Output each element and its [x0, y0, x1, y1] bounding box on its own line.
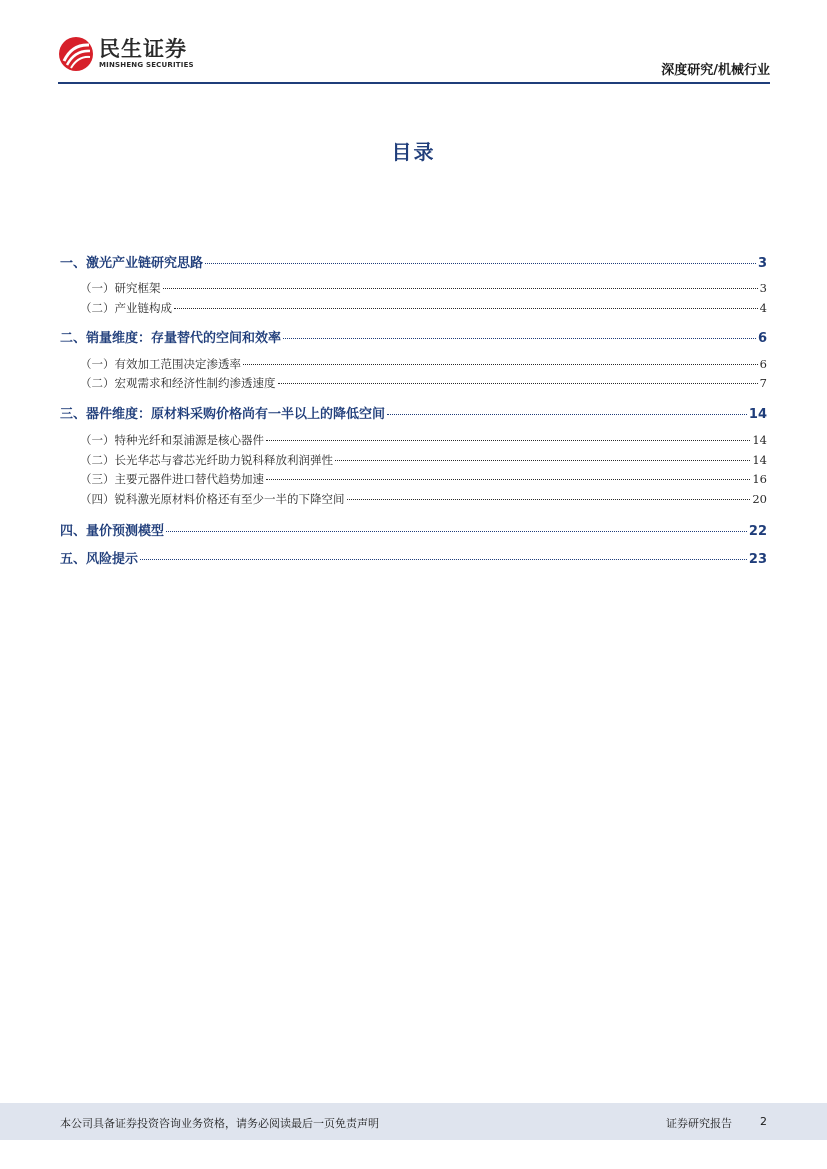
toc-entry[interactable] — [60, 491, 767, 507]
toc-entry[interactable] — [60, 327, 767, 346]
toc-entry-label: （一）特种光纤和泵浦源是核心器件 — [80, 433, 264, 447]
toc-entry-label: 四、量价预测模型 — [60, 524, 165, 539]
toc-leader-dots — [387, 414, 747, 415]
toc-entry-page: 20 — [752, 492, 767, 506]
toc-leader-dots — [243, 364, 758, 365]
toc-leader-dots — [283, 338, 756, 339]
minsheng-logo-icon — [58, 36, 94, 72]
company-logo — [58, 36, 194, 72]
toc-entry[interactable] — [60, 452, 767, 468]
toc-entry-page: 14 — [752, 453, 767, 467]
toc-entry-page: 6 — [759, 357, 767, 371]
toc-leader-dots — [205, 263, 756, 264]
toc-entry-page: 14 — [752, 433, 767, 447]
toc-entry[interactable] — [60, 300, 767, 316]
toc-entry-label: （二）宏观需求和经济性制约渗透速度 — [80, 376, 276, 390]
toc-entry-page: 22 — [748, 524, 767, 539]
toc-entry-page: 3 — [757, 256, 767, 271]
toc-entry[interactable] — [60, 280, 767, 296]
toc-entry-page: 23 — [748, 552, 767, 567]
toc-leader-dots — [266, 479, 750, 480]
toc-leader-dots — [174, 308, 758, 309]
logo-english-name: MINSHENG SECURITIES — [99, 61, 194, 69]
toc-entry[interactable] — [60, 375, 767, 391]
page-header — [58, 36, 770, 84]
toc-leader-dots — [140, 559, 747, 560]
toc-leader-dots — [166, 531, 747, 532]
footer-disclaimer: 本公司具备证券投资咨询业务资格，请务必阅读最后一页免责声明 — [60, 1117, 379, 1130]
toc-entry-label: 三、器件维度：原材料采购价格尚有一半以上的降低空间 — [60, 407, 386, 422]
toc-entry-label: 五、风险提示 — [60, 552, 139, 567]
toc-leader-dots — [278, 383, 758, 384]
toc-leader-dots — [347, 499, 751, 500]
toc-entry[interactable] — [60, 471, 767, 487]
toc-entry-page: 6 — [757, 331, 767, 346]
toc-entry-label: （三）主要元器件进口替代趋势加速 — [80, 472, 264, 486]
page-number: 2 — [760, 1115, 767, 1128]
toc-entry[interactable] — [60, 520, 767, 539]
footer-report-type: 证券研究报告 — [666, 1117, 732, 1130]
toc-leader-dots — [335, 460, 750, 461]
toc-entry-label: 二、销量维度：存量替代的空间和效率 — [60, 331, 282, 346]
toc-entry[interactable] — [60, 548, 767, 567]
page-title: 目录 — [391, 140, 436, 164]
toc-entry-label: 一、激光产业链研究思路 — [60, 256, 204, 271]
toc-entry-label: （二）长光华芯与睿芯光纤助力锐科释放利润弹性 — [80, 453, 333, 467]
toc-leader-dots — [266, 440, 750, 441]
toc-entry-page: 14 — [748, 407, 767, 422]
toc-entry[interactable] — [60, 252, 767, 271]
toc-entry-page: 7 — [759, 376, 767, 390]
toc-entry-label: （二）产业链构成 — [80, 301, 172, 315]
toc-entry-page: 3 — [759, 281, 767, 295]
logo-chinese-name: 民生证券 — [99, 37, 187, 61]
page-footer — [0, 1103, 827, 1140]
toc-entry-label: （一）有效加工范围决定渗透率 — [80, 357, 241, 371]
toc-entry[interactable] — [60, 403, 767, 422]
toc-entry-page: 16 — [752, 472, 767, 486]
toc-entry[interactable] — [60, 356, 767, 372]
toc-entry-label: （四）锐科激光原材料价格还有至少一半的下降空间 — [80, 492, 345, 506]
toc-entry-page: 4 — [759, 301, 767, 315]
toc-entry[interactable] — [60, 432, 767, 448]
report-category: 深度研究/机械行业 — [661, 63, 770, 78]
toc-entry-label: （一）研究框架 — [80, 281, 161, 295]
toc-leader-dots — [163, 288, 758, 289]
